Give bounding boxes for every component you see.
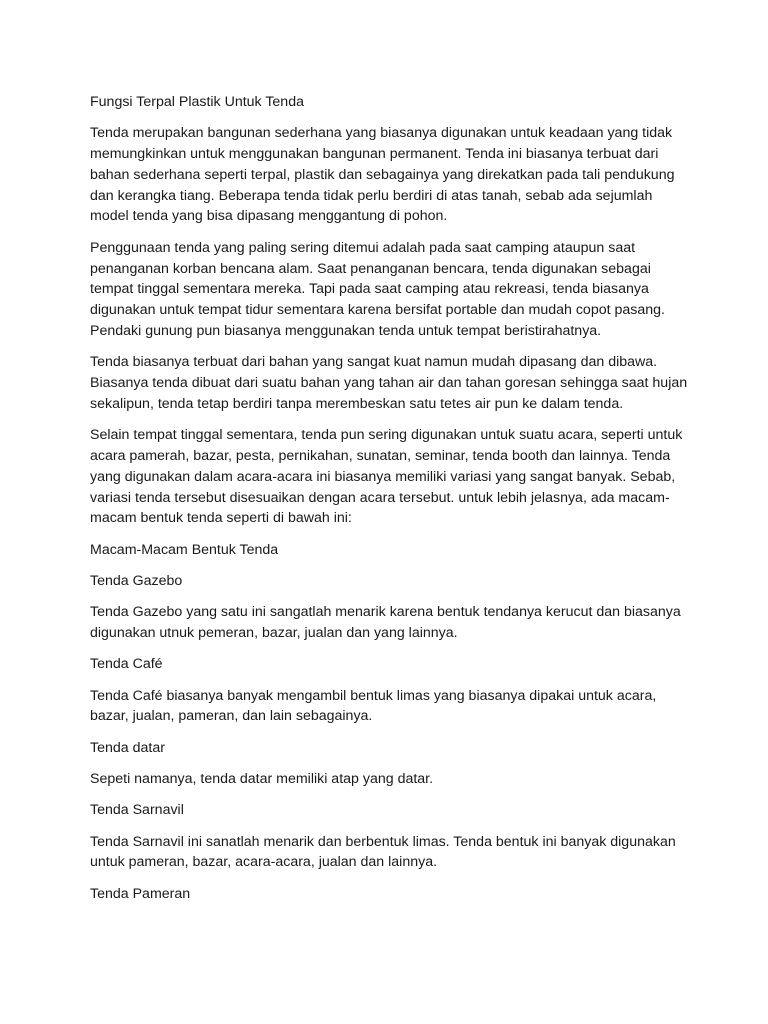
paragraph-events: Selain tempat tinggal sementara, tenda pun sering digunakan untuk suatu acara, seperti untuk acara pamerah, bazar, pesta, pernikahan, sunatan, seminar, tenda booth dan lainnya. Tenda yang digunakan dalam acara-acara ini biasanya memiliki variasi yang sangat banyak. Sebab, variasi tenda tersebut disesuaikan dengan acara tersebut. untuk lebih jelasnya, ada macam-macam bentuk tenda seperti di bawah ini: [90,427,683,527]
paragraph-material: Tenda biasanya terbuat dari bahan yang sangat kuat namun mudah dipasang dan dibawa. Biasanya tenda dibuat dari suatu bahan yang tahan air dan tahan goresan sehingga saat hujan sekalipun, tenda tetap berdiri tanpa merembeskan satu tetes air pun ke dalam tenda. [90,354,688,412]
subheading-tenda-cafe: Tenda Café [90,656,163,673]
paragraph-tenda-gazebo: Tenda Gazebo yang satu ini sangatlah menarik karena bentuk tendanya kerucut dan biasanya digunakan utnuk pemeran, bazar, jualan dan yang lainnya. [90,604,681,642]
subheading-tenda-datar: Tenda datar [90,739,165,756]
section-heading-tent-types: Macam-Macam Bentuk Tenda [90,541,279,558]
subheading-tenda-pameran: Tenda Pameran [90,885,191,902]
paragraph-tenda-datar: Sepeti namanya, tenda datar memiliki atap yang datar. [90,771,434,788]
paragraph-tenda-cafe: Tenda Café biasanya banyak mengambil bentuk limas yang biasanya dipakai untuk acara, bazar, jualan, pameran, dan lain sebagainya. [90,687,657,725]
document-page [90,92,690,915]
subheading-tenda-gazebo: Tenda Gazebo [90,572,183,589]
subheading-tenda-sarnavil: Tenda Sarnavil [90,802,184,819]
paragraph-usage: Penggunaan tenda yang paling sering ditemui adalah pada saat camping ataupun saat penanganan korban bencana alam. Saat penanganan bencara, tenda digunakan sebagai tempat tinggal sementara mereka. Tapi pada saat camping atau rekreasi, tenda biasanya digunakan untuk tempat tidur sementara karena bersifat portable dan mudah copot pasang. Pendaki gunung pun biasanya menggunakan tenda untuk tempat beristirahatnya. [90,239,665,339]
document-title: Fungsi Terpal Plastik Untuk Tenda [90,94,304,110]
paragraph-intro: Tenda merupakan bangunan sederhana yang biasanya digunakan untuk keadaan yang tidak memungkinkan untuk menggunakan bangunan permanent. Tenda ini biasanya terbuat dari bahan sederhana seperti terpal, plastik dan sebagainya yang direkatkan pada tali pendukung dan kerangka tiang. Beberapa tenda tidak perlu berdiri di atas tanah, sebab ada sejumlah model tenda yang bisa dipasang menggantung di pohon. [90,125,675,225]
paragraph-tenda-sarnavil: Tenda Sarnavil ini sanatlah menarik dan berbentuk limas. Tenda bentuk ini banyak digunakan untuk pameran, bazar, acara-acara, jualan dan lainnya. [90,833,676,871]
